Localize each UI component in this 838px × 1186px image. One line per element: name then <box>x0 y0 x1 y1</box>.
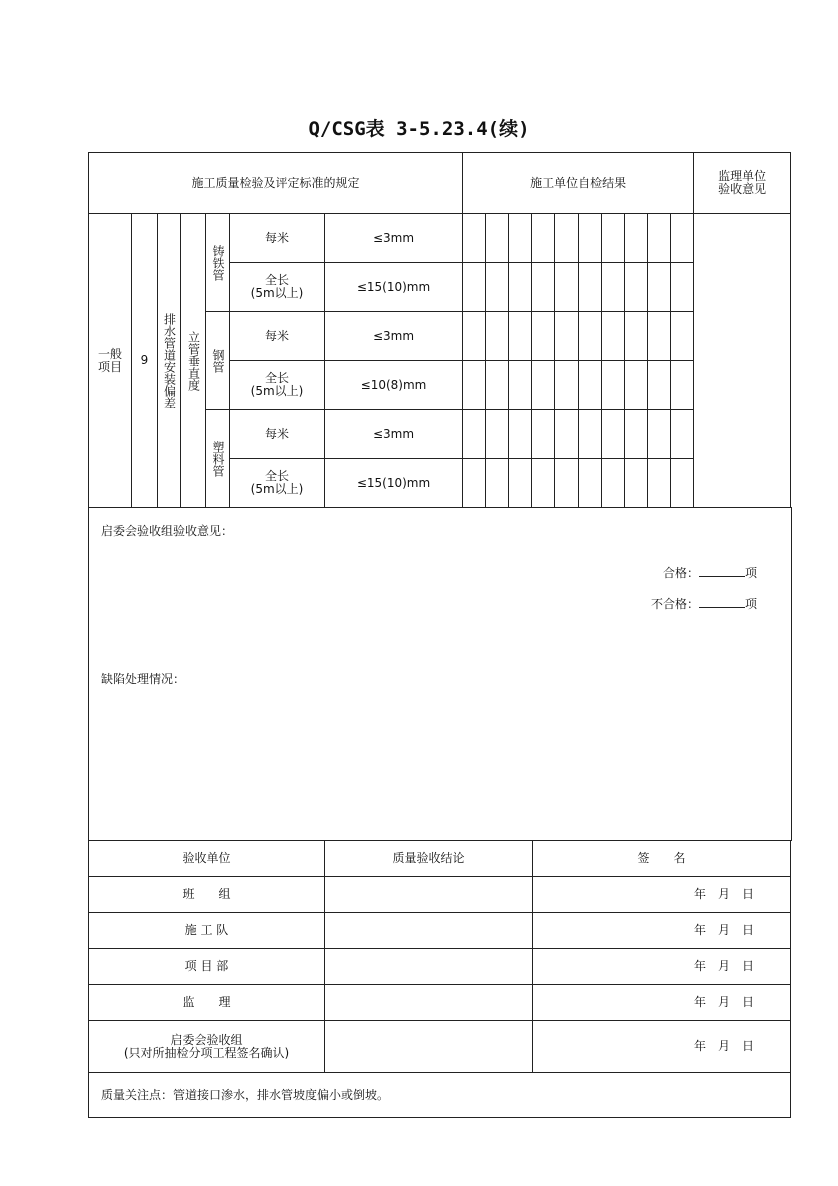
signature-cell[interactable]: 年 月 日 <box>533 913 791 949</box>
pass-count: 合格： 项 <box>662 566 757 580</box>
self-check-cell[interactable] <box>509 214 532 263</box>
self-check-cell[interactable] <box>647 459 670 508</box>
self-check-cell[interactable] <box>555 459 578 508</box>
pass-blank[interactable] <box>699 564 745 577</box>
supervisor-header: 监理单位验收意见 <box>694 153 791 214</box>
self-check-cell[interactable] <box>601 410 624 459</box>
self-check-cell[interactable] <box>509 410 532 459</box>
self-check-cell[interactable] <box>647 312 670 361</box>
form-title: Q/CSG表 3-5.23.4(续) <box>308 118 530 140</box>
opinion-section <box>88 507 792 841</box>
self-check-cell[interactable] <box>647 361 670 410</box>
conclusion-header: 质量验收结论 <box>325 841 533 877</box>
material-cell: 塑料管 <box>206 410 230 508</box>
signoff-table <box>88 840 791 1118</box>
tolerance: ≤3mm <box>325 214 463 263</box>
check-name: 每米 <box>230 312 325 361</box>
self-check-cell[interactable] <box>463 361 486 410</box>
sub-item-cell: 立管垂直度 <box>181 214 206 508</box>
self-check-cell[interactable] <box>463 263 486 312</box>
self-check-cell[interactable] <box>670 410 693 459</box>
self-check-cell[interactable] <box>670 214 693 263</box>
check-name: 全长 (5m以上) <box>230 459 325 508</box>
self-check-cell[interactable] <box>532 459 555 508</box>
signature-cell[interactable]: 年 月 日 <box>533 985 791 1021</box>
tolerance: ≤15(10)mm <box>325 263 463 312</box>
self-check-cell[interactable] <box>463 459 486 508</box>
self-check-cell[interactable] <box>601 214 624 263</box>
self-check-cell[interactable] <box>670 312 693 361</box>
self-check-cell[interactable] <box>486 410 509 459</box>
self-check-cell[interactable] <box>624 361 647 410</box>
signoff-unit: 班 组 <box>89 877 325 913</box>
self-check-cell[interactable] <box>578 263 601 312</box>
self-check-cell[interactable] <box>624 214 647 263</box>
self-check-cell[interactable] <box>463 214 486 263</box>
check-name: 全长 (5m以上) <box>230 263 325 312</box>
self-check-cell[interactable] <box>555 410 578 459</box>
self-check-cell[interactable] <box>647 410 670 459</box>
signoff-unit: 项 目 部 <box>89 949 325 985</box>
self-check-cell[interactable] <box>486 459 509 508</box>
self-check-cell[interactable] <box>624 263 647 312</box>
self-check-cell[interactable] <box>601 459 624 508</box>
quality-note: 质量关注点：管道接口渗水，排水管坡度偏小或倒坡。 <box>89 1073 791 1118</box>
unit-header: 验收单位 <box>89 841 325 877</box>
check-name: 每米 <box>230 214 325 263</box>
self-check-cell[interactable] <box>670 263 693 312</box>
signature-cell[interactable]: 年 月 日 <box>533 1021 791 1073</box>
self-check-cell[interactable] <box>532 263 555 312</box>
self-check-cell[interactable] <box>647 214 670 263</box>
item-number: 9 <box>132 214 158 508</box>
signature-cell[interactable]: 年 月 日 <box>533 949 791 985</box>
check-name: 每米 <box>230 410 325 459</box>
self-check-cell[interactable] <box>578 312 601 361</box>
self-check-cell[interactable] <box>532 214 555 263</box>
standard-header: 施工质量检验及评定标准的规定 <box>89 153 463 214</box>
self-check-cell[interactable] <box>578 410 601 459</box>
self-check-cell[interactable] <box>555 361 578 410</box>
fail-blank[interactable] <box>699 595 745 608</box>
material-cell: 钢管 <box>206 312 230 410</box>
conclusion-cell[interactable] <box>325 985 533 1021</box>
self-check-cell[interactable] <box>486 361 509 410</box>
material-cell: 铸铁管 <box>206 214 230 312</box>
self-check-cell[interactable] <box>532 312 555 361</box>
item-name-cell: 排水管道安装偏差 <box>158 214 181 508</box>
conclusion-cell[interactable] <box>325 913 533 949</box>
self-check-cell[interactable] <box>509 263 532 312</box>
self-check-cell[interactable] <box>555 214 578 263</box>
self-check-cell[interactable] <box>670 361 693 410</box>
self-check-cell[interactable] <box>555 263 578 312</box>
self-check-cell[interactable] <box>486 263 509 312</box>
category-cell: 一般项目 <box>89 214 132 508</box>
self-check-cell[interactable] <box>578 459 601 508</box>
self-check-cell[interactable] <box>532 361 555 410</box>
tolerance: ≤3mm <box>325 410 463 459</box>
self-check-cell[interactable] <box>601 361 624 410</box>
self-check-cell[interactable] <box>624 459 647 508</box>
defect-label: 缺陷处理情况： <box>101 672 186 686</box>
signoff-unit: 施 工 队 <box>89 913 325 949</box>
self-check-cell[interactable] <box>509 312 532 361</box>
self-check-cell[interactable] <box>601 263 624 312</box>
self-check-cell[interactable] <box>670 459 693 508</box>
self-check-cell[interactable] <box>601 312 624 361</box>
self-check-cell[interactable] <box>463 312 486 361</box>
inspection-table <box>88 152 791 508</box>
supervisor-opinion-cell[interactable] <box>694 214 791 508</box>
conclusion-cell[interactable] <box>325 1021 533 1073</box>
self-check-cell[interactable] <box>486 214 509 263</box>
self-check-cell[interactable] <box>555 312 578 361</box>
self-check-cell[interactable] <box>578 361 601 410</box>
signoff-unit: 启委会验收组 (只对所抽检分项工程签名确认) <box>89 1021 325 1073</box>
conclusion-cell[interactable] <box>325 949 533 985</box>
self-check-cell[interactable] <box>463 410 486 459</box>
conclusion-cell[interactable] <box>325 877 533 913</box>
self-check-cell[interactable] <box>486 312 509 361</box>
check-name: 全长 (5m以上) <box>230 361 325 410</box>
opinion-label: 启委会验收组验收意见： <box>101 524 234 538</box>
self-check-cell[interactable] <box>624 312 647 361</box>
tolerance: ≤15(10)mm <box>325 459 463 508</box>
self-check-cell[interactable] <box>532 410 555 459</box>
signature-cell[interactable]: 年 月 日 <box>533 877 791 913</box>
self-check-cell[interactable] <box>578 214 601 263</box>
self-check-cell[interactable] <box>509 459 532 508</box>
tolerance: ≤3mm <box>325 312 463 361</box>
tolerance: ≤10(8)mm <box>325 361 463 410</box>
fail-count: 不合格： 项 <box>650 597 757 611</box>
signature-header: 签 名 <box>533 841 791 877</box>
self-check-cell[interactable] <box>509 361 532 410</box>
self-check-cell[interactable] <box>624 410 647 459</box>
signoff-unit: 监 理 <box>89 985 325 1021</box>
self-check-cell[interactable] <box>647 263 670 312</box>
self-check-header: 施工单位自检结果 <box>463 153 694 214</box>
